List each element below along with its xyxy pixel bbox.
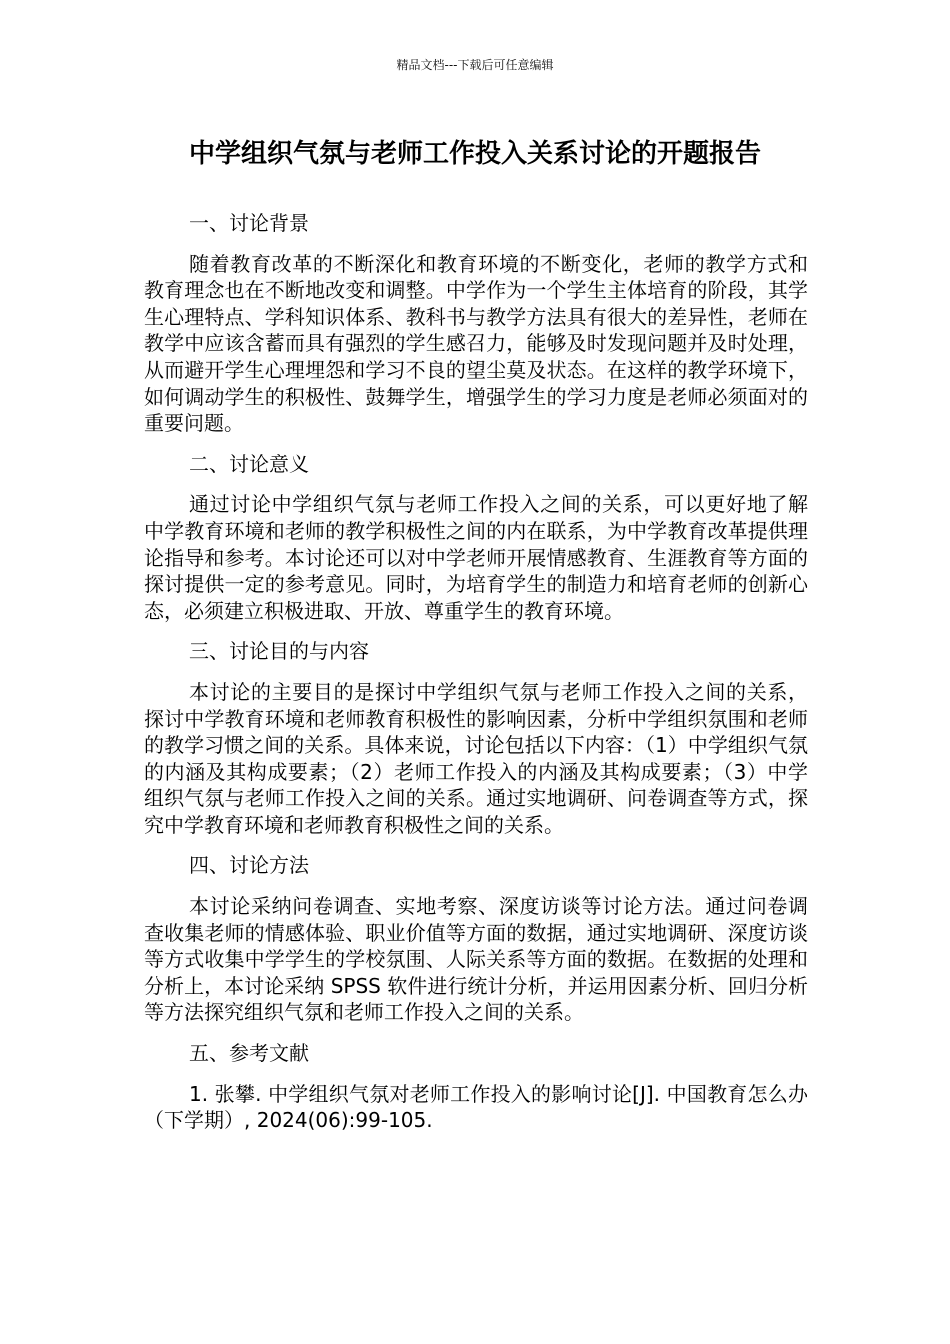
section-heading-methods: 四、讨论方法	[189, 853, 309, 878]
paragraph-significance: 通过讨论中学组织气氛与老师工作投入之间的关系，可以更好地了解中学教育环境和老师的教学积极性之间的内在联系，为中学教育改革提供理论指导和参考。本讨论还可以对中学老师开展情感教育、生涯教育等方面的探讨提供一定的参考意见。同时，为培育学生的制造力和培育老师的创新心态，必须建立积极进取、开放、尊重学生的教育环境。	[144, 492, 808, 623]
section-heading-references: 五、参考文献	[189, 1041, 309, 1066]
header-note: 精品文档---下载后可任意编辑	[396, 58, 554, 72]
section-heading-background: 一、讨论背景	[189, 211, 309, 235]
paragraph-purpose: 本讨论的主要目的是探讨中学组织气氛与老师工作投入之间的关系，探讨中学教育环境和老师教育积极性的影响因素，分析中学组织氛围和老师的教学习惯之间的关系。具体来说，讨论包括以下内容：（1）中学组织气氛的内涵及其构成要素；（2）老师工作投入的内涵及其构成要素；（3）中学组织气氛与老师工作投入之间的关系。通过实地调研、问卷调查等方式，探究中学教育环境和老师教育积极性之间的关系。	[144, 679, 808, 837]
section-heading-purpose: 三、讨论目的与内容	[189, 639, 369, 664]
document-title: 中学组织气氛与老师工作投入关系讨论的开题报告	[188, 139, 761, 169]
document-body	[144, 210, 808, 1134]
paragraph-background: 随着教育改革的不断深化和教育环境的不断变化，老师的教学方式和教育理念也在不断地改变和调整。中学作为一个学生主体培育的阶段，其学生心理特点、学科知识体系、教科书与教学方法具有很大的差异性，老师在教学中应该含蓄而具有强烈的学生感召力，能够及时发现问题并及时处理，从而避开学生心理埋怨和学习不良的望尘莫及状态。在这样的教学环境下，如何调动学生的积极性、鼓舞学生，增强学生的学习力度是老师必须面对的重要问题。	[144, 251, 808, 436]
section-heading-significance: 二、讨论意义	[189, 451, 309, 476]
reference-item: 1. 张攀. 中学组织气氛对老师工作投入的影响讨论[J]. 中国教育怎么办（下学期）, 2024(06):99-105.	[144, 1081, 808, 1133]
paragraph-methods: 本讨论采纳问卷调查、实地考察、深度访谈等讨论方法。通过问卷调查收集老师的情感体验、职业价值等方面的数据，通过实地调研、深度访谈等方式收集中学学生的学校氛围、人际关系等方面的数据。在数据的处理和分析上，本讨论采纳 SPSS 软件进行统计分析，并运用因素分析、回归分析等方法探究组织气氛和老师工作投入之间的关系。	[144, 894, 808, 1025]
